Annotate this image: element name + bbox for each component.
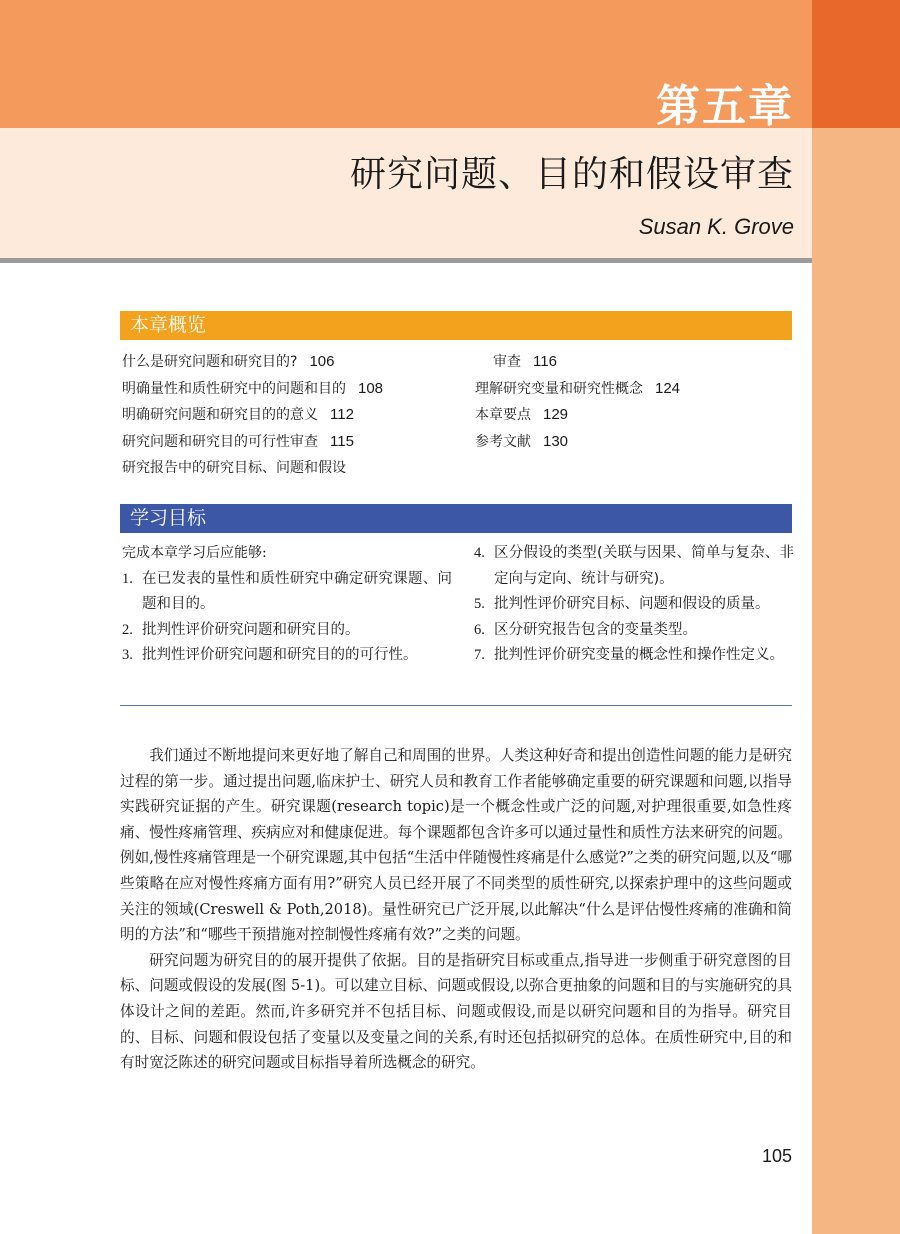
overview-item-text: 什么是研究问题和研究目的? — [122, 354, 298, 370]
overview-list-left — [122, 349, 472, 482]
author: Susan K. Grove — [638, 214, 794, 239]
goal-number: 6. — [474, 621, 485, 638]
overview-item-page: 112 — [330, 406, 354, 424]
chapter-number: 第五章 — [656, 81, 794, 132]
goal-text: 在已发表的量性和质性研究中确定研究课题、问题和目的。 — [142, 570, 452, 612]
overview-item — [122, 349, 472, 376]
goal-text: 批判性评价研究目标、问题和假设的质量。 — [494, 596, 770, 612]
goal-number: 3. — [122, 647, 133, 663]
goal-text: 区分研究报告包含的变量类型。 — [494, 621, 697, 638]
chapter-title: 研究问题、目的和假设审查 — [349, 154, 794, 195]
body-text — [120, 743, 792, 1076]
overview-item-page: 106 — [309, 353, 335, 370]
overview-item-page: 124 — [655, 379, 681, 397]
overview-item — [475, 349, 785, 376]
page-number: 105 — [761, 1146, 792, 1166]
overview-item — [122, 402, 472, 429]
goal-number: 2. — [122, 621, 133, 638]
goal-number: 5. — [474, 596, 485, 612]
goal-item — [122, 567, 452, 618]
overview-item — [475, 429, 785, 456]
overview-item-text: 审查 — [493, 354, 521, 370]
side-strip — [812, 128, 900, 1234]
overview-item — [475, 376, 785, 403]
overview-item-page: 129 — [543, 406, 569, 424]
overview-heading: 本章概览 — [120, 311, 792, 340]
overview-item — [122, 429, 472, 456]
overview-item-text: 研究问题和研究目的可行性审查 — [122, 434, 318, 451]
overview-item-text: 明确量性和质性研究中的问题和目的 — [122, 380, 346, 397]
overview-item-page: 130 — [543, 433, 569, 451]
goal-item — [474, 618, 794, 644]
overview-item — [122, 376, 472, 403]
overview-item-page: 108 — [358, 379, 384, 397]
goal-number: 1. — [122, 570, 133, 587]
goals-divider — [120, 705, 792, 706]
goal-item — [122, 618, 452, 644]
overview-item-text: 理解研究变量和研究性概念 — [475, 380, 643, 397]
goal-item — [122, 643, 452, 669]
goals-list-right — [474, 541, 794, 669]
goals-heading: 学习目标 — [120, 504, 792, 533]
overview-item — [475, 402, 785, 429]
goal-text: 批判性评价研究变量的概念性和操作性定义。 — [494, 647, 784, 663]
goal-number: 7. — [474, 647, 485, 663]
overview-item-page: 115 — [330, 433, 354, 451]
goal-number: 4. — [474, 545, 485, 561]
goal-item — [474, 541, 794, 592]
paragraph: 我们通过不断地提问来更好地了解自己和周围的世界。人类这种好奇和提出创造性问题的能力是研究过程的第一步。通过提出问题,临床护士、研究人员和教育工作者能够确定重要的研究课题和问题,以指导实践研究证据的产生。研究课题(research topic)是一个概念性或广泛的问题,对护理很重要,如急性疼痛、慢性疼痛管理、疾病应对和健康促进。每个课题都包含许多可以通过量性和质性方法来研究的问题。例如,慢性疼痛管理是一个研究课题,其中包括“生活中伴随慢性疼痛是什么感觉?”之类的研究问题,以及“哪些策略在应对慢性疼痛方面有用?”研究人员已经开展了不同类型的质性研究,以探索护理中的这些问题或关注的领域(Creswell & Poth,2018)。量性研究已广泛开展,以此解决“什么是评估慢性疼痛的准确和简明的方法”和“哪些干预措施对控制慢性疼痛有效?”之类的问题。 — [120, 747, 792, 944]
goal-item — [474, 592, 794, 618]
overview-item-page: 116 — [533, 353, 557, 370]
overview-list-right — [475, 349, 785, 456]
chapter-tab — [812, 0, 900, 128]
goal-item — [474, 643, 794, 669]
overview-item-text: 明确研究问题和研究目的的意义 — [122, 407, 318, 424]
goals-intro: 完成本章学习后应能够: — [122, 545, 267, 561]
overview-item-text: 参考文献 — [475, 434, 531, 451]
overview-item — [122, 456, 472, 482]
overview-item-text: 研究报告中的研究目标、问题和假设 — [122, 459, 346, 476]
header-divider — [0, 258, 812, 263]
goals-list-left — [122, 541, 452, 669]
paragraph: 研究问题为研究目的的展开提供了依据。目的是指研究目标或重点,指导进一步侧重于研究意图的目标、问题或假设的发展(图 5-1)。可以建立目标、问题或假设,以弥合更抽象的问题和目的与实施研究的具体设计之间的差距。然而,许多研究并不包括目标、问题或假设,而是以研究问题和目的为指导。研究目的、目标、问题和假设包括了变量以及变量之间的关系,有时还包括拟研究的总体。在质性研究中,目的和有时宽泛陈述的研究问题或目标指导着所选概念的研究。 — [120, 951, 792, 1072]
goal-text: 批判性评价研究问题和研究目的的可行性。 — [142, 647, 418, 663]
overview-item-text: 本章要点 — [475, 407, 531, 424]
goal-text: 批判性评价研究问题和研究目的。 — [142, 621, 360, 638]
goal-text: 区分假设的类型(关联与因果、简单与复杂、非定向与定向、统计与研究)。 — [494, 545, 794, 587]
